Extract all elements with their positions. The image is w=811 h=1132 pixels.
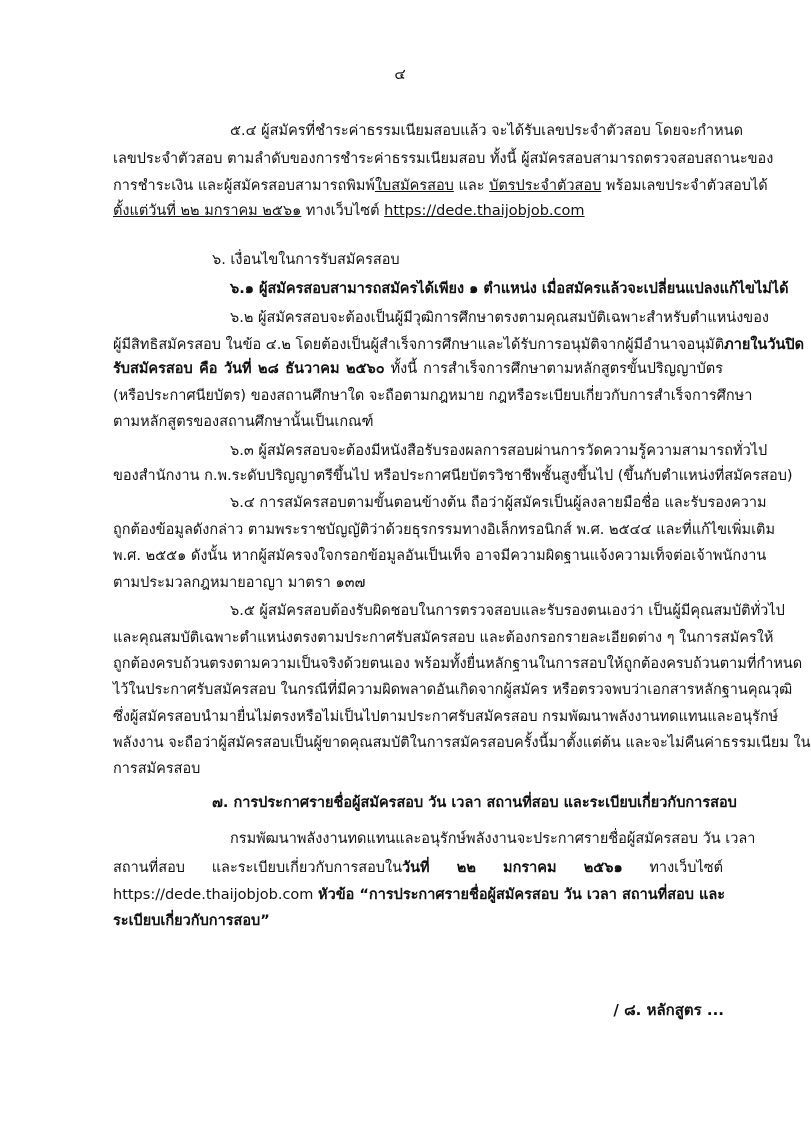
closing-date: รับสมัครสอบ คือ วันที่ ๒๘ ธันวาคม ๒๕๖๐ — [113, 361, 385, 377]
sec6-4-line-4: ตามประมวลกฎหมายอาญา มาตรา ๑๓๗ — [113, 575, 366, 591]
sec7-line-3 — [113, 884, 726, 906]
sec6-2-line-5: ตามหลักสูตรของสถานศึกษานั้นเป็นเกณฑ์ — [113, 414, 374, 430]
sec6-5-line-1: ๖.๕ ผู้สมัครสอบต้องรับผิดชอบในการตรวจสอบและรับรองตนเองว่า เป็นผู้มีคุณสมบัติทั่วไป — [230, 603, 785, 619]
website-url[interactable]: https://dede.thaijobjob.com — [384, 203, 585, 219]
sec6-4-line-2: ถูกต้องข้อมูลดังกล่าว ตามพระราชบัญญัติว่าด้วยธุรกรรมทางอิเล็กทรอนิกส์ พ.ศ. ๒๕๔๔ และที่แก้ไขเพิ่มเติม — [113, 522, 776, 538]
sec6-4-line-3: พ.ศ. ๒๕๕๑ ดังนั้น หากผู้สมัครจงใจกรอกข้อมูลอันเป็นเท็จ อาจมีความผิดฐานแจ้งความเท็จต่อเจ้าพนักงาน — [113, 548, 767, 564]
sec5-4-line-3 — [113, 175, 768, 197]
announcement-date: วันที่ ๒๒ มกราคม ๒๕๖๑ — [402, 860, 623, 876]
sec7-website-label: ทางเว็บไซต์ — [622, 860, 724, 876]
sec6-heading: ๖. เงื่อนไขในการรับสมัครสอบ — [212, 252, 400, 268]
sec5-4-line-4 — [113, 200, 723, 222]
sec6-2-line-3 — [113, 358, 723, 380]
sec6-5-line-5: ซึ่งผู้สมัครสอบนำมายื่นไม่ตรงหรือไม่เป็นไปตามประกาศรับสมัครสอบ กรมพัฒนาพลังงานทดแทนและอนุรักษ์ — [113, 709, 779, 725]
sec6-2-text: ผู้มีสิทธิสมัครสอบ ในข้อ ๔.๒ โดยต้องเป็นผู้สำเร็จการศึกษาและได้รับการอนุมัติจากผู้มีอำนาจอนุมัติ — [113, 337, 725, 353]
sec6-5-line-6: พลังงาน จะถือว่าผู้สมัครสอบเป็นผู้ขาดคุณสมบัติในการสมัครสอบครั้งนี้มาตั้งแต่ต้น และจะไม่คืนค่าธรรมเนียม ใน — [113, 735, 811, 751]
application-form-link: ใบสมัครสอบ — [374, 178, 454, 194]
sec6-2-bold: ภายในวันปิด — [724, 337, 805, 353]
print-date: ตั้งแต่วันที่ ๒๒ มกราคม ๒๕๖๑ — [113, 203, 302, 219]
exam-card-link: บัตรประจำตัวสอบ — [489, 178, 602, 194]
sec5-4-text: การชำระเงิน และผู้สมัครสอบสามารถพิมพ์ — [113, 178, 375, 194]
sec6-5-line-2: และคุณสมบัติเฉพาะตำแหน่งตรงตามประกาศรับสมัครสอบ และต้องกรอกรายละเอียดต่าง ๆ ในการสมัครให้ — [113, 630, 774, 646]
sec7-website-url[interactable]: https://dede.thaijobjob.com — [113, 887, 319, 903]
sec6-5-line-3: ถูกต้องครบถ้วนตรงตามความเป็นจริงด้วยตนเอง พร้อมทั้งยื่นหลักฐานในการสอบให้ถูกต้องครบถ้วนตามที่กำหนด — [113, 656, 803, 672]
sec7-text: สถานที่สอบ และระเบียบเกี่ยวกับการสอบใน — [113, 860, 402, 876]
sec6-4-line-1: ๖.๔ การสมัครสอบตามขั้นตอนข้างต้น ถือว่าผู้สมัครเป็นผู้ลงลายมือชื่อ และรับรองความ — [230, 495, 767, 511]
sec7-line-2 — [113, 857, 723, 879]
sec7-line-1: กรมพัฒนาพลังงานทดแทนและอนุรักษ์พลังงานจะประกาศรายชื่อผู้สมัครสอบ วัน เวลา — [230, 831, 756, 847]
page-number: ๔ — [394, 65, 406, 83]
sec6-2-line-4: (หรือประกาศนียบัตร) ของสถานศึกษาใด จะถือตามกฎหมาย กฎหรือระเบียบเกี่ยวกับการสำเร็จการศึกษา — [113, 388, 753, 404]
sec5-4-website-label: ทางเว็บไซต์ — [301, 203, 385, 219]
sec5-4-line-1: ๕.๔ ผู้สมัครที่ชำระค่าธรรมเนียมสอบแล้ว จะได้รับเลขประจำตัวสอบ โดยจะกำหนด — [230, 123, 744, 139]
sec6-3-line-1: ๖.๓ ผู้สมัครสอบจะต้องมีหนังสือรับรองผลการสอบผ่านการวัดความรู้ความสามารถทั่วไป — [230, 443, 768, 459]
sec7-line-4: ระเบียบเกี่ยวกับการสอบ” — [113, 913, 270, 929]
sec6-2-line-1: ๖.๒ ผู้สมัครสอบจะต้องเป็นผู้มีวุฒิการศึกษาตรงตามคุณสมบัติเฉพาะสำหรับตำแหน่งของ — [230, 310, 769, 326]
sec7-heading: ๗. การประกาศรายชื่อผู้สมัครสอบ วัน เวลา สถานที่สอบ และระเบียบเกี่ยวกับการสอบ — [212, 795, 737, 811]
sec7-topic: หัวข้อ “การประกาศรายชื่อผู้สมัครสอบ วัน เวลา สถานที่สอบ และ — [318, 887, 726, 903]
sec6-2-text-2: ทั้งนี้ การสำเร็จการศึกษาตามหลักสูตรขั้นปริญญาบัตร — [384, 361, 723, 377]
sec6-5-line-7: การสมัครสอบ — [113, 761, 201, 777]
sec6-3-line-2: ของสำนักงาน ก.พ.ระดับปริญญาตรีขึ้นไป หรือประกาศนียบัตรวิชาชีพชั้นสูงขึ้นไป (ขึ้นกับตำแหน่งที่สมัครสอบ) — [113, 468, 793, 484]
sec6-5-line-4: ไว้ในประกาศรับสมัครสอบ ในกรณีที่มีความผิดพลาดอันเกิดจากผู้สมัคร หรือตรวจพบว่าเอกสารหลักฐานคุณวุฒิ — [113, 682, 793, 698]
sec5-4-text-and: และ — [453, 178, 490, 194]
next-page-marker: / ๘. หลักสูตร ... — [613, 1001, 724, 1019]
sec5-4-line-2: เลขประจำตัวสอบ ตามลำดับของการชำระค่าธรรมเนียมสอบ ทั้งนี้ ผู้สมัครสอบสามารถตรวจสอบสถานะของ — [113, 151, 774, 167]
sec5-4-text-end: พร้อมเลขประจำตัวสอบได้ — [601, 178, 768, 194]
sec6-1: ๖.๑ ผู้สมัครสอบสามารถสมัครได้เพียง ๑ ตำแหน่ง เมื่อสมัครแล้วจะเปลี่ยนแปลงแก้ไขไม่ได้ — [230, 281, 789, 297]
sec6-2-line-2 — [113, 334, 805, 356]
